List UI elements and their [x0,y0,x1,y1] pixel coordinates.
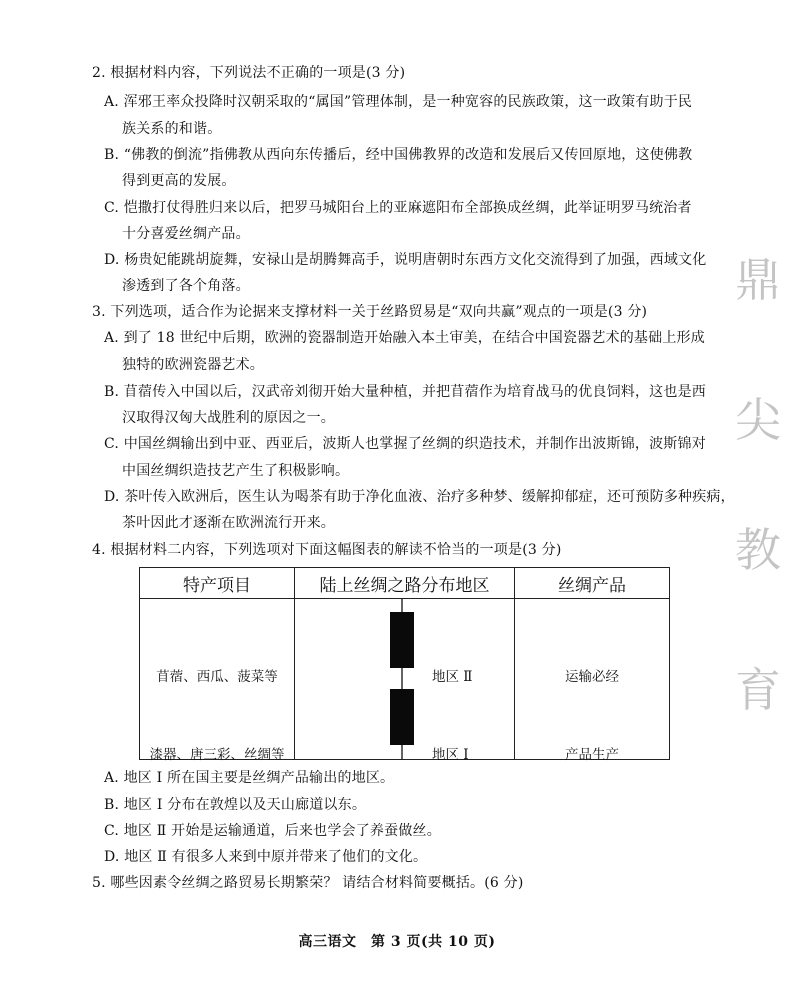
q2-option-d: D. 杨贵妃能跳胡旋舞，安禄山是胡腾舞高手，说明唐朝时东西方文化交流得到了加强，西域文化 [104,252,707,268]
region-1-label: 地区 Ⅰ [432,747,469,763]
table-header-region: 陆上丝绸之路分布地区 [295,568,515,599]
question-2-stem: 2. 根据材料内容，下列说法不正确的一项是(3 分) [92,65,406,81]
q3-option-a: A. 到了 18 世纪中后期，欧洲的瓷器制造开始融入本土审美，在结合中国瓷器艺术的基础上形成 [104,330,705,346]
question-5-stem: 5. 哪些因素令丝绸之路贸易长期繁荣？ 请结合材料简要概括。(6 分) [92,875,524,891]
watermark-char-2: 尖 [735,393,781,447]
region-2-label: 地区 Ⅱ [432,669,473,685]
q2-option-c: C. 恺撒打仗得胜归来以后，把罗马城阳台上的亚麻遮阳布全部换成丝绸，此举证明罗马统治者 [104,200,692,216]
region-diagram [295,599,513,759]
q2-option-c-cont: 十分喜爱丝绸产品。 [122,226,250,242]
row2-product: 产品生产 [565,747,619,763]
q2-option-d-cont: 渗透到了各个角落。 [122,278,250,294]
q4-option-a: A. 地区 Ⅰ 所在国主要是丝绸产品输出的地区。 [104,770,395,786]
row2-specialty: 漆器、唐三彩、丝绸等 [149,747,285,763]
table-header-specialty: 特产项目 [140,568,295,599]
q3-option-b-cont: 汉取得汉匈大战胜利的原因之一。 [122,410,335,426]
q2-option-b: B. “佛教的倒流”指佛教从西向东传播后，经中国佛教界的改造和发展后又传回原地，这使佛教 [104,147,693,163]
silk-road-table [139,567,670,763]
q3-option-d: D. 茶叶传入欧洲后，医生认为喝茶有助于净化血液、治疗多种梦、缓解抑郁症，还可预防多种疾病， [104,489,735,505]
watermark-char-3: 教 [735,523,781,577]
q3-option-b: B. 苜蓿传入中国以后，汉武帝刘彻开始大量种植，并把苜蓿作为培育战马的优良饲料，这也是西 [104,384,706,400]
q4-option-b: B. 地区 Ⅰ 分布在敦煌以及天山廊道以东。 [104,797,367,813]
q2-option-b-cont: 得到更高的发展。 [122,173,236,189]
row1-specialty: 苜蓿、西瓜、菠菜等 [156,669,278,685]
q3-option-d-cont: 茶叶因此才逐渐在欧洲流行开来。 [122,515,335,531]
watermark-char-1: 鼎 [735,253,781,307]
question-4-stem: 4. 根据材料二内容，下列选项对下面这幅图表的解读不恰当的一项是(3 分) [92,542,562,558]
region-1-block [390,689,414,745]
table-header-product: 丝绸产品 [515,568,670,599]
q4-option-d: D. 地区 Ⅱ 有很多人来到中原并带来了他们的文化。 [104,849,428,865]
q2-option-a: A. 浑邪王率众投降时汉朝采取的“属国”管理体制，是一种宽容的民族政策，这一政策有助于民 [104,94,693,110]
question-3-stem: 3. 下列选项，适合作为论据来支撑材料一关于丝路贸易是“双向共赢”观点的一项是(3 分) [92,304,648,320]
region-2-block [390,612,414,668]
q4-option-c: C. 地区 Ⅱ 开始是运输通道，后来也学会了养蚕做丝。 [104,823,441,839]
page-footer: 高三语文 第 3 页(共 10 页) [298,934,496,950]
q3-option-c-cont: 中国丝绸织造技艺产生了积极影响。 [122,463,350,479]
q2-option-a-cont: 族关系的和谐。 [122,121,222,137]
q3-option-c: C. 中国丝绸输出到中亚、西亚后，波斯人也掌握了丝绸的织造技术，并制作出波斯锦，波斯锦对 [104,436,706,452]
row1-product: 运输必经 [565,669,619,685]
watermark-char-4: 育 [735,663,781,717]
q3-option-a-cont: 独特的欧洲瓷器艺术。 [122,357,264,373]
